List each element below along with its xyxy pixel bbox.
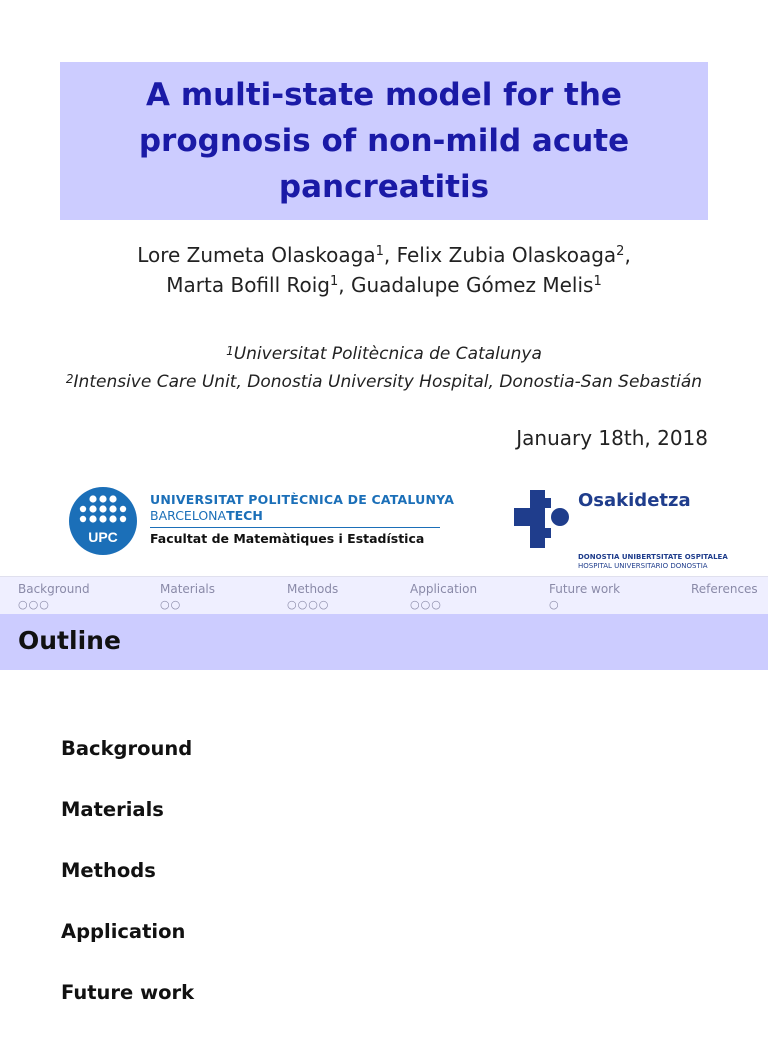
author-name: Felix Zubia Olaskoaga <box>396 243 617 267</box>
nav-dots[interactable]: ○○○○ <box>287 598 330 611</box>
upc-logo-mark: UPC <box>88 529 118 545</box>
nav-label: Materials <box>160 582 216 596</box>
nav-item-future-work[interactable] <box>549 582 620 612</box>
author-affil-mark: 2 <box>616 244 625 259</box>
table-of-contents <box>61 734 194 1039</box>
section-navigation <box>0 576 768 615</box>
nav-label: References <box>691 582 758 596</box>
osakidetza-subtitle-es: HOSPITAL UNIVERSITARIO DONOSTIA <box>578 562 708 570</box>
nav-dots[interactable]: ○ <box>549 598 560 611</box>
toc-item[interactable]: Materials <box>61 798 164 821</box>
affiliation-mark: 2 <box>65 372 74 386</box>
author-affil-mark: 1 <box>593 274 602 289</box>
author-name: Lore Zumeta Olaskoaga <box>137 243 376 267</box>
upc-subtitle <box>150 508 263 523</box>
title-box <box>60 62 708 220</box>
frame-title-bar <box>0 614 768 670</box>
toc-item[interactable]: Methods <box>61 859 156 882</box>
title-line: A multi-state model for the <box>146 77 622 113</box>
upc-logo-icon <box>68 486 148 556</box>
osakidetza-name: Osakidetza <box>578 490 691 511</box>
author-affil-mark: 1 <box>375 244 384 259</box>
author-list <box>0 240 768 300</box>
affiliation-text: Intensive Care Unit, Donostia University Hospital, Donostia-San Sebastián <box>73 372 703 392</box>
toc-item[interactable]: Future work <box>61 981 195 1004</box>
author-separator: , <box>383 243 397 267</box>
nav-item-background[interactable] <box>18 582 90 612</box>
nav-label: Application <box>410 582 478 596</box>
upc-divider <box>150 527 440 528</box>
nav-item-application[interactable] <box>410 582 477 612</box>
affiliation-mark: 1 <box>226 344 234 358</box>
upc-subtitle-prefix: BARCELONA <box>150 508 227 523</box>
osakidetza-subtitle-eu: DONOSTIA UNIBERTSITATE OSPITALEA <box>578 553 728 561</box>
author-line <box>0 240 768 270</box>
affiliations <box>0 340 768 396</box>
author-name: Guadalupe Gómez Melis <box>350 273 594 297</box>
frame-title: Outline <box>18 626 121 655</box>
osakidetza-logo-icon <box>512 488 576 550</box>
author-name: Marta Bofill Roig <box>166 273 330 297</box>
title-line: prognosis of non-mild acute <box>138 123 630 159</box>
toc-item[interactable]: Application <box>61 920 186 943</box>
presentation-date: January 18th, 2018 <box>516 426 708 450</box>
upc-faculty: Facultat de Matemàtiques i Estadística <box>150 531 425 546</box>
nav-label: Future work <box>549 582 621 596</box>
upc-subtitle-bold: TECH <box>226 508 263 523</box>
author-separator: , <box>338 273 351 297</box>
author-affil-mark: 1 <box>329 274 339 289</box>
toc-item[interactable]: Background <box>61 737 193 760</box>
author-line <box>0 270 768 300</box>
affiliation <box>0 368 768 396</box>
nav-dots[interactable]: ○○○ <box>410 598 442 611</box>
nav-dots[interactable]: ○○○ <box>18 598 50 611</box>
nav-item-references[interactable] <box>691 582 758 598</box>
nav-label: Background <box>18 582 90 596</box>
nav-item-materials[interactable] <box>160 582 215 612</box>
nav-label: Methods <box>287 582 339 596</box>
upc-name: UNIVERSITAT POLITÈCNICA DE CATALUNYA <box>150 492 455 507</box>
affiliation <box>0 340 768 368</box>
affiliation-text: Universitat Politècnica de Catalunya <box>233 344 542 364</box>
title-line: pancreatitis <box>278 169 490 205</box>
author-separator: , <box>624 243 631 267</box>
nav-dots[interactable]: ○○ <box>160 598 182 611</box>
nav-item-methods[interactable] <box>287 582 338 612</box>
